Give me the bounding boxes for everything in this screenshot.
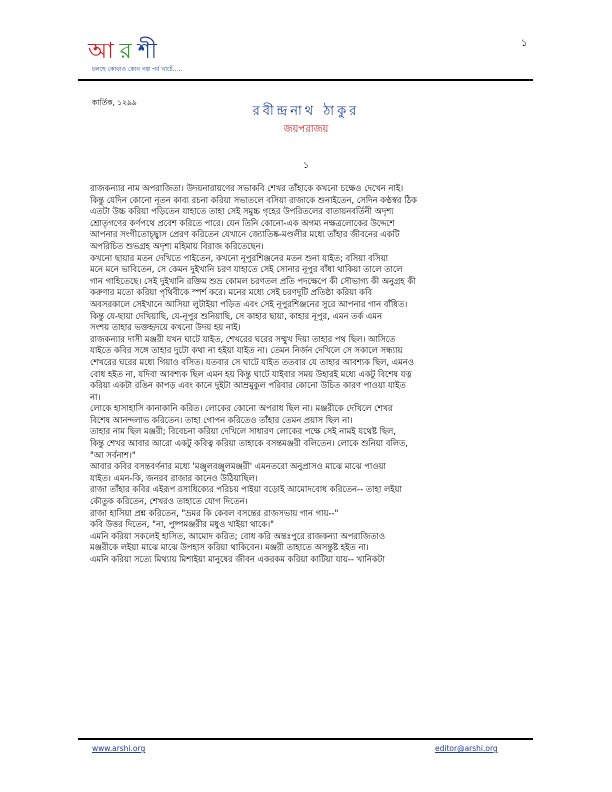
body-line: মনে মনে ভাবিতেন, সে কেমন দুইখানি চরণ যাহাতে সেই সোনার নূপুর বাঁধা থাকিয়া তালে তালে [90, 264, 403, 275]
body-line: রাজকন্যার দাসী মঞ্জরী যখন ঘাটে যাইত, শেখরের ঘরের সম্মুখ দিয়া তাহার পথ ছিল। আসিতে [90, 333, 396, 344]
website-link[interactable]: www.arshi.org [92, 744, 146, 753]
story-title: জয়পরাজয় [283, 124, 329, 135]
body-line: কখনো ছায়ার মতন দেখিতে পাইতেন, কখনো নূপুরশিঞ্জনের মতন শুনা যাইত; বসিয়া বসিয়া [90, 252, 389, 263]
email-link[interactable]: editor@arshi.org [435, 744, 498, 753]
tagline: চলছে কোথাও কোন গল্প পর্ব খাচেঁ..... [92, 66, 183, 73]
logo-char: শী [137, 39, 164, 64]
body-line: কিন্তু শেখর আবার আরো একটু কবিত্ব করিয়া তাহাকে বসন্তমঞ্জরী বলিতেন। লোকে শুনিয়া বলিত, [90, 438, 408, 449]
body-line: কিন্তু যে-ছায়া দেখিয়াছি, যে-নূপুর শুনিয়াছি, সে কাহার ছায়া, কাহার নূপুর, এমন তর্ক এমন [90, 310, 382, 321]
body-line: না। [90, 391, 101, 402]
body-line: অপরিচিত শুভগ্রহ অদৃশ্য মহিমায় বিরাজ করিতেছেন। [90, 240, 264, 251]
body-line: কিন্তু যেদিন কোনো নূতন কাব্য রচনা করিয়া সভাতলে বসিয়া রাজাকে শুনাইতেন, সেদিন কণ্ঠস্বর ঠিক [90, 194, 417, 205]
body-line: কবি উত্তর দিতেন, "না, পুষ্পমঞ্জরীর মধুও খাইয়া থাকে।" [90, 519, 275, 530]
body-line: আপনার সংগীতোচ্ছ্বাস প্রেরণ করিতেন যেখানে জ্যোতিষ্ক-মণ্ডলীর মধ্যে তাঁহার জীবনের একটি [90, 229, 400, 240]
body-line: এতটা উচ্চ করিয়া পড়িতেন যাহাতে তাহা সেই সমুচ্চ গৃহের উপরিতলের বাতায়নবর্তিনী অদৃশ্য [90, 206, 394, 217]
body-line: যাইতে কবির সঙ্গে তাহার দুটো কথা না হইয়া যাইত না। তেমন নির্জন দেখিলে সে সকালে সন্ধ্যায় [90, 345, 403, 356]
story-body [90, 183, 530, 566]
body-line: বোধ হইত না, যদিবা আবশ্যক ছিল এমন হয় কিন্তু ঘাটে যাইবার সময় উহারই মধ্যে একটু বিশেষ যত্ন [90, 368, 412, 379]
date-line: কার্তিক, ১২৯৯ [92, 98, 137, 107]
body-line: করুণার মতো করিয়া পৃথিবীকে স্পর্শ করে। মনের মধ্যে সেই চরণদুটি প্রতিষ্ঠা করিয়া কবি [90, 287, 373, 298]
body-line: অবসরকালে সেইখানে আসিয়া লুটাইয়া পড়িত এবং সেই নূপুরশিঞ্জনের সুরে আপনার গান বাঁধিত। [90, 298, 408, 309]
body-line: শেখরের ঘরের মধ্যে গিয়াও বসিত। যতবার সে ঘাটে যাইত ততবার যে তাহার আবশ্যক ছিল, এমনও [90, 356, 414, 367]
footer-divider [78, 738, 533, 740]
body-line: শ্রোতৃগণের কর্ণপথে প্রবেশ করিতে পারে। যেন তিনি কোনো-এক অগম্য নক্ষত্রলোকের উদ্দেশে [90, 217, 395, 228]
body-line: কৌতুক করিতেন, শেখরও তাহাতে যোগ দিতেন। [90, 496, 248, 507]
body-line: মঞ্জরীকে লইয়া মাঝে মাঝে উপহাস করিয়া থাকিবেন। মঞ্জরী তাহাতে অসন্তুষ্ট হইত না। [90, 542, 369, 553]
logo-char: আ [88, 39, 120, 64]
body-line: রাজা তাঁহার কবির এইরূপ রসাধিক্যের পরিচয় পাইয়া বড়োই আমোদবোধ করিতেন-- তাহা লইয়া [90, 484, 402, 495]
chapter-number: ১ [303, 161, 309, 171]
body-line: বিশেষ আনন্দলাভ করিতেন। তাহা গোপন করিতেও তাঁহার তেমন প্রয়াস ছিল না। [90, 414, 353, 425]
body-line: রাজকন্যার নাম অপরাজিতা। উদয়নারায়ণের সভাকবি শেখর তাঁহাকে কখনো চক্ষেও দেখেন নাই। [90, 183, 404, 193]
logo-char: র [119, 39, 138, 64]
body-line: করিয়া একটা রঙিন কাপড় এবং কানে দুইটা আম্রমুকুল পরিবার কোনো উচিত কারণ পাওয়া যাইত [90, 380, 406, 391]
body-line: গান গাহিতেছে। সেই দুইখানি রক্তিম শুভ্র কোমল চরণতল প্রতি পদক্ষেপে কী সৌভাগ্য কী অনুগ্রহ কী [90, 275, 416, 286]
body-line: সংশয় তাহার ভক্তহৃদয়ে কখনো উদয় হয় নাই। [90, 322, 241, 333]
body-line: যাইত। এমন-কি, জনরব রাজার কানেও উঠিয়াছিল। [90, 472, 258, 483]
body-line: তাহার নাম ছিল মঞ্জরী; বিবেচনা করিয়া দেখিলে সাধারণ লোকের পক্ষে সেই নামই যথেষ্ট ছিল, [90, 426, 396, 437]
header-divider [78, 79, 533, 81]
body-line: আবার কবির বসন্তবর্ণনার মধ্যে 'মঞ্জুলবঞ্জুলমঞ্জরী' এমনতরো অনুপ্রাসও মাঝে মাঝে পাওয়া [90, 461, 386, 472]
body-line: লোকে হাসাহাসি কানাকানি করিত। লোকের কোনো অপরাধ ছিল না। মঞ্জরীকে দেখিলে শেখর [90, 403, 393, 414]
body-line: এমনি করিয়া সকলেই হাসিত, আমোদ করিত; বোধ করি অন্তঃপুরে রাজকন্যা অপরাজিতাও [90, 530, 386, 541]
body-line: "আ সর্বনাশ।" [90, 449, 136, 460]
author-name: রবীন্দ্রনাথ ঠাকুর [252, 104, 360, 119]
page-number: ১ [521, 38, 528, 49]
body-line: রাজা হাসিয়া প্রশ্ন করিতেন, "ভ্রমর কি কেবল বসন্তের রাজসভায় গান গায়--" [90, 507, 339, 518]
body-line: এমনি করিয়া সত্যে মিথ্যায় মিশাইয়া মানুষের জীবন একরকম করিয়া কাটিয়া যায়-- খানিকটা [90, 554, 385, 564]
